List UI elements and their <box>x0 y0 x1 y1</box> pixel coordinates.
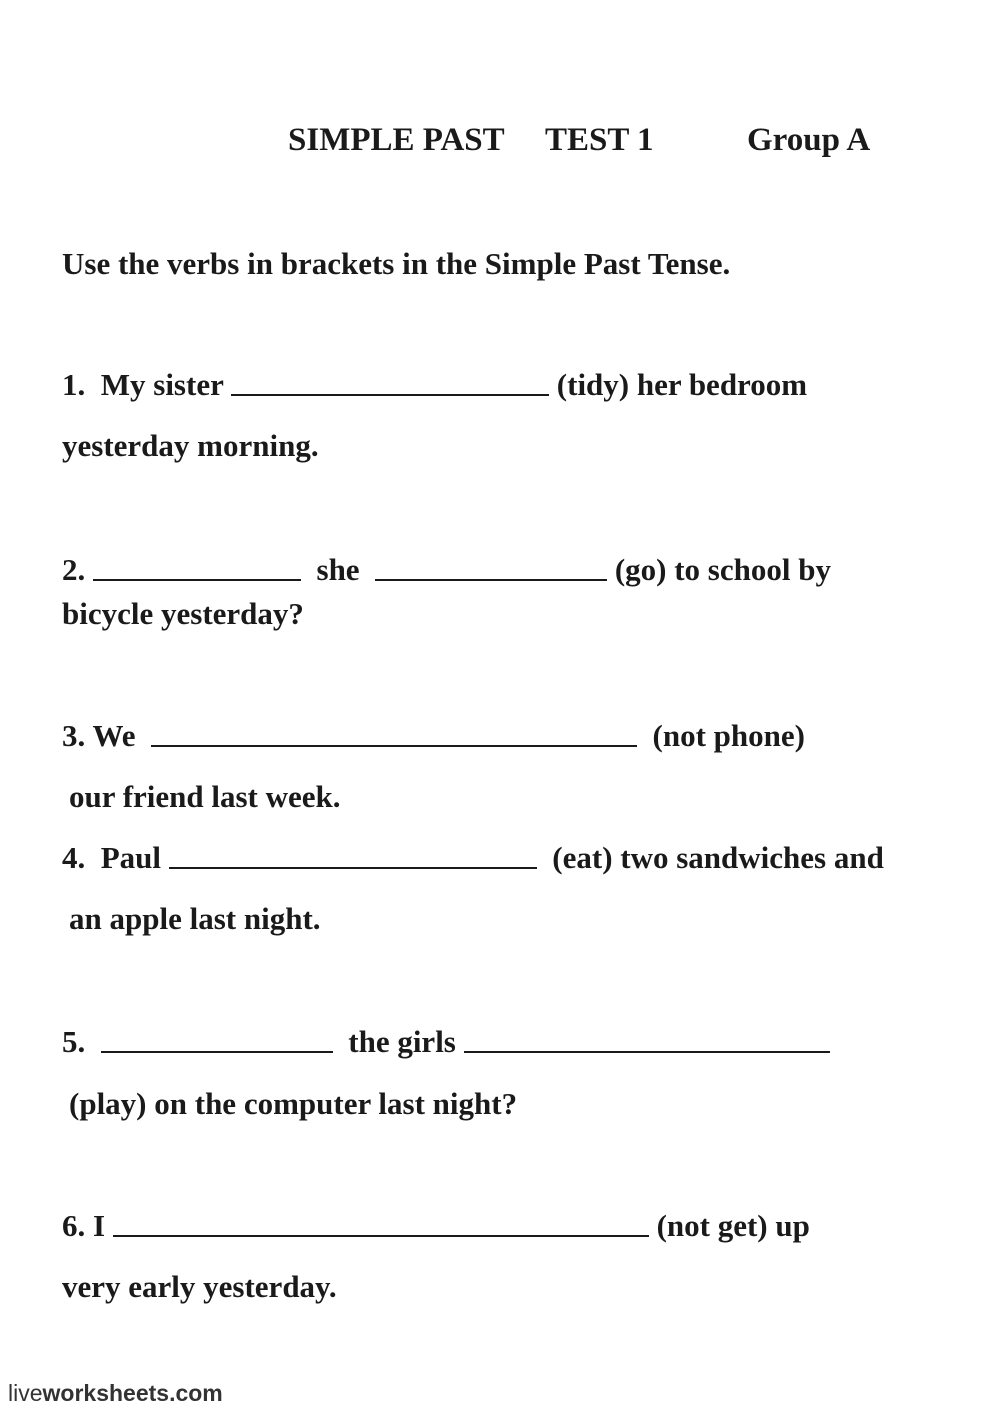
question-2 <box>62 552 831 588</box>
question-4-line-2: an apple last night. <box>69 901 321 936</box>
test-number: TEST 1 <box>545 122 654 158</box>
question-number: 1. <box>62 367 86 402</box>
question-3-line-2: our friend last week. <box>69 779 341 814</box>
question-text: (tidy) her bedroom <box>556 367 808 402</box>
group-label: Group A <box>747 122 871 158</box>
answer-blank-5a[interactable] <box>101 1050 333 1053</box>
instruction-text: Use the verbs in brackets in the Simple Past Tense. <box>62 246 731 281</box>
question-1 <box>62 367 807 403</box>
question-3 <box>62 718 805 754</box>
answer-blank-4[interactable] <box>169 866 537 869</box>
answer-blank-2b[interactable] <box>375 578 607 581</box>
question-text: (eat) two sandwiches and <box>552 840 884 875</box>
question-text: My sister <box>100 367 224 402</box>
logo-worksheets: worksheets <box>42 1380 170 1406</box>
question-1-line-2: yesterday morning. <box>62 428 319 463</box>
question-text: (not phone) <box>652 718 805 753</box>
question-number: 2. <box>62 552 86 587</box>
question-5-line-2: (play) on the computer last night? <box>69 1086 518 1121</box>
question-text: (not get) up <box>656 1208 810 1243</box>
answer-blank-6[interactable] <box>113 1234 649 1237</box>
question-text: I <box>93 1208 106 1243</box>
answer-blank-2a[interactable] <box>93 578 301 581</box>
question-text: (go) to school by <box>614 552 831 587</box>
question-number: 4. <box>62 840 86 875</box>
question-number: 3. <box>62 718 86 753</box>
question-text: she <box>316 552 360 587</box>
question-number: 6. <box>62 1208 86 1243</box>
question-text: We <box>92 718 136 753</box>
question-4 <box>62 840 884 876</box>
liveworksheets-logo[interactable] <box>8 1380 223 1407</box>
question-2-line-2: bicycle yesterday? <box>62 596 304 631</box>
test-title: SIMPLE PAST <box>288 122 505 158</box>
answer-blank-1[interactable] <box>231 393 549 396</box>
answer-blank-3[interactable] <box>151 744 637 747</box>
question-number: 5. <box>62 1024 86 1059</box>
question-text: the girls <box>348 1024 456 1059</box>
question-6-line-2: very early yesterday. <box>62 1269 337 1304</box>
answer-blank-5b[interactable] <box>464 1050 830 1053</box>
logo-com: .com <box>169 1380 223 1406</box>
question-6 <box>62 1208 810 1244</box>
question-text: Paul <box>100 840 162 875</box>
logo-live: live <box>8 1380 43 1406</box>
question-5 <box>62 1024 830 1060</box>
